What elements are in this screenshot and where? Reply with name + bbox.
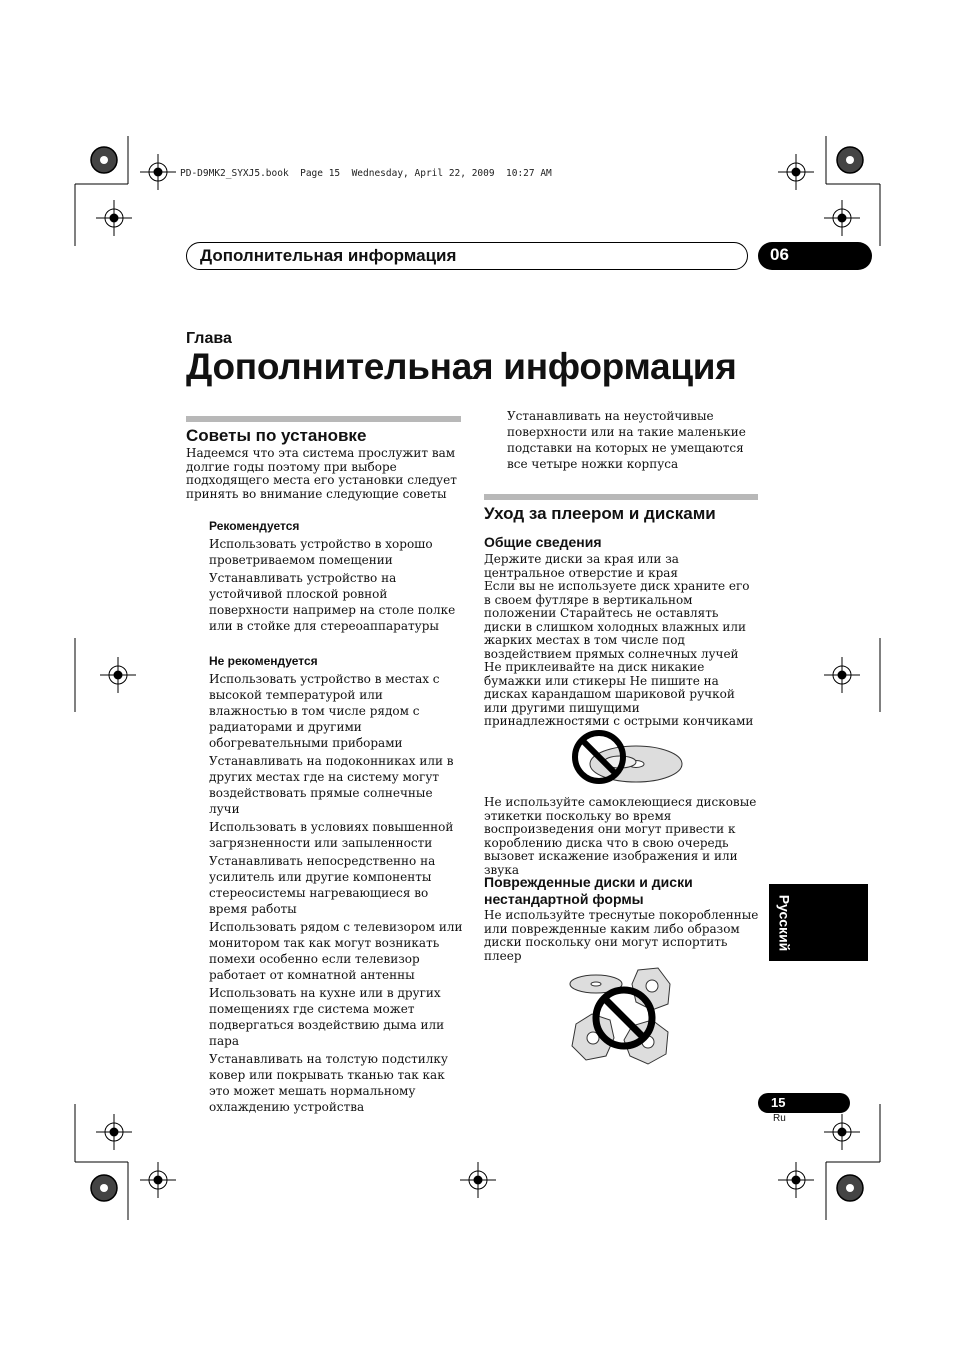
damaged-paragraph: Не используйте треснутые покоробленные или поврежденные каким либо образом диски поскольку они могут испортить плеер bbox=[484, 908, 759, 963]
not-recommended-list bbox=[209, 671, 464, 1117]
chapter-label: Глава bbox=[186, 330, 232, 347]
no-damaged-discs-illustration bbox=[566, 964, 682, 1068]
no-sticker-disc-illustration bbox=[568, 726, 688, 788]
list-item: Устанавливать непосредственно на усилитель или другие компоненты стереосистемы нагревающиеся во время работы bbox=[209, 854, 436, 916]
page-title: Дополнительная информация bbox=[186, 346, 737, 387]
list-item: Использовать на кухне или в других помещениях где система может подвергаться воздействию дыма или пара bbox=[209, 986, 445, 1048]
list-item: Использовать рядом с телевизором или монитором так как могут возникать помехи особенно если телевизор работает от комнатной антенны bbox=[209, 920, 463, 982]
chapter-number: 06 bbox=[770, 245, 789, 264]
paragraph: Если вы не используете диск храните его в своем футляре в вертикальном положении Старайтесь не оставлять диски в слишком холодных влажных или жарких местах в том числе под воздействием прямых солнечных лучей bbox=[484, 579, 750, 661]
list-item: Устанавливать на толстую подстилку ковер или покрывать тканью так как это может мешать нормальному охлаждению устройства bbox=[209, 1052, 448, 1114]
section-title-care: Уход за плеером и дисками bbox=[484, 504, 716, 523]
list-item-continued: Устанавливать на неустойчивые поверхности или на такие маленькие подставки на которых не умещаются все четыре ножки корпуса bbox=[507, 409, 746, 471]
language-tab-label bbox=[768, 884, 800, 961]
list-item: Использовать в условиях повышенной загрязненности или запыленности bbox=[209, 820, 454, 850]
list-item: Использовать устройство в местах с высокой температурой или влажностью в том числе рядом с радиаторами и другими обогревательными приборами bbox=[209, 672, 440, 750]
not-recommended-title: Не рекомендуется bbox=[209, 654, 318, 668]
section-rule bbox=[186, 416, 461, 422]
list-item: Устанавливать на подоконниках или в других местах где на систему могут воздействовать прямые солнечные лучи bbox=[209, 754, 454, 816]
list-item: Использовать устройство в хорошо проветриваемом помещении bbox=[209, 537, 433, 567]
page-number: 15 bbox=[771, 1095, 786, 1110]
general-title: Общие сведения bbox=[484, 534, 602, 550]
damaged-title: Поврежденные диски и диски нестандартной формы bbox=[484, 874, 693, 907]
header-title: Дополнительная информация bbox=[200, 246, 457, 265]
section-title-install: Советы по установке bbox=[186, 426, 367, 445]
paragraph: Держите диски за края или за центральное отверстие и края bbox=[484, 552, 679, 580]
recommended-list bbox=[209, 536, 464, 636]
install-intro: Надеемся что эта система прослужит вам долгие годы поэтому при выборе подходящего места его установки следует принять во внимание следующие советы bbox=[186, 446, 457, 501]
general-text bbox=[484, 553, 759, 729]
paragraph: Не приклеивайте на диск никакие бумажки или стикеры Не пишите на дисках карандашом шариковой ручкой или другими пишущими принадлежностями с острыми кончиками bbox=[484, 660, 754, 728]
page-language: Ru bbox=[773, 1113, 786, 1124]
list-item: Устанавливать устройство на устойчивой плоской ровной поверхности например на столе полке или в стойке для стереоаппаратуры bbox=[209, 571, 456, 633]
section-rule bbox=[484, 494, 758, 500]
labels-paragraph: Не используйте самоклеющиеся дисковые этикетки поскольку во время воспроизведения они могут привести к короблению диска что в свою очередь вызовет искажение изображения и или звука bbox=[484, 795, 757, 877]
recommended-title: Рекомендуется bbox=[209, 519, 300, 533]
print-metadata: PD-D9MK2_SYXJ5.book Page 15 Wednesday, April 22, 2009 10:27 AM bbox=[180, 168, 552, 179]
language-tab-text: Русский bbox=[776, 894, 793, 951]
